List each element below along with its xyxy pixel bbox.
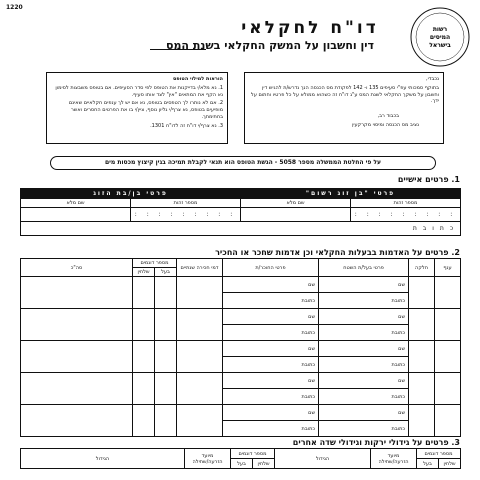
letter-box [244,72,444,144]
col-branch: ענף [435,259,461,277]
parcel-cell[interactable] [409,373,435,405]
owned-cell[interactable] [155,341,177,373]
col-crop: הגידול [275,449,371,469]
name-label: שם מלא [241,199,351,208]
owned-cell[interactable] [155,373,177,405]
col-rent: דמי חכירה שנתיים [177,259,223,277]
lands-table [20,258,461,437]
owner-name-cell[interactable]: שם [319,373,409,389]
paid-cell[interactable] [133,309,155,341]
tenant-address-cell[interactable]: כתובת [223,325,319,341]
owner-address-cell[interactable]: כתובת [319,421,409,437]
personal-details-table [20,188,461,236]
section-2-title [215,249,460,257]
parcel-cell[interactable] [409,341,435,373]
id-label: מספר זהות [351,199,461,208]
letter-signature: נציב מס הכנסה ומיסוי מקרקעין [352,121,419,128]
paid-cell[interactable] [133,341,155,373]
owned-cell[interactable] [155,309,177,341]
col-tenant: פרטי החוכר/ת [223,259,319,277]
owner-address-cell[interactable]: כתובת [319,389,409,405]
tax-authority-logo [408,5,472,69]
total-cell[interactable] [21,405,133,437]
government-decision-banner: על פי החלטת הממשלה מספר 5058 - הגשת הטופס הוא תנאי לקבלת תמיכה בגין קיצוץ מכסות מים [50,156,436,170]
tenant-name-cell[interactable]: שם [223,341,319,357]
col-purpose: מיועד הזרעה/שתילה [185,449,231,469]
tenant-name-cell[interactable]: שם [223,405,319,421]
registered-id-field[interactable]: : : : : : : : : : [351,208,461,222]
section-1-label: פרטים אישיים [397,175,449,184]
section-2-label: פרטים על האדמות בבעלות החקלאי וכן אדמות שחכר או החכיר [215,248,449,257]
branch-cell[interactable] [435,405,461,437]
tax-year-field[interactable] [150,49,206,50]
col-owner: פרטי בעל/ת השטח [319,259,409,277]
section-3-title [293,439,460,447]
owner-address-cell[interactable]: כתובת [319,357,409,373]
col-dunams: מספר דונמים [417,449,461,459]
registered-spouse-header: פרטי "בן זוג רשום" [241,189,461,199]
form-number: 1220 [6,4,23,11]
section-2-number: 2. [451,248,460,257]
section-1-title [398,176,460,184]
parcel-cell[interactable] [409,277,435,309]
name-label: שם מלא [21,199,131,208]
logo-line-3: בישראל [429,42,451,49]
total-cell[interactable] [21,373,133,405]
section-3-label: פרטים על גידולי ירקות וגידולי שדה אחרים [292,438,449,447]
rent-cell[interactable] [177,277,223,309]
col-owned: בעל [155,268,177,277]
rent-cell[interactable] [177,341,223,373]
col-crop: הגידול [21,449,185,469]
parcel-cell[interactable] [409,405,435,437]
tenant-address-cell[interactable]: כתובת [223,293,319,309]
spouse-header: פרטי בן/בת הזוג [21,189,241,199]
col-owned: בעל [231,459,253,469]
logo-emblem-icon [408,5,472,69]
paid-cell[interactable] [133,373,155,405]
col-paid: שלחין [439,459,461,469]
section-1-number: 1. [451,175,460,184]
id-label: מספר זהות [131,199,241,208]
total-cell[interactable] [21,341,133,373]
col-dunams: מספר דונמים [231,449,275,459]
owned-cell[interactable] [155,405,177,437]
tenant-address-cell[interactable]: כתובת [223,389,319,405]
instruction-item: 3. נא צרף/י דו"ח זה לדו"ח 1301. [150,122,223,129]
rent-cell[interactable] [177,373,223,405]
col-parcel: חלקה [409,259,435,277]
tenant-address-cell[interactable]: כתובת [223,421,319,437]
owner-name-cell[interactable]: שם [319,277,409,293]
owner-address-cell[interactable]: כתובת [319,293,409,309]
col-dunams: מספר דונמים [133,259,177,268]
owned-cell[interactable] [155,277,177,309]
instructions-heading: הוראות למילוי הטופס [173,76,223,82]
form-subtitle: דין וחשבון על המשק החקלאי בשנת המס [166,39,374,52]
col-owned: בעל [417,459,439,469]
col-total: סה"כ [21,259,133,277]
paid-cell[interactable] [133,405,155,437]
owner-name-cell[interactable]: שם [319,405,409,421]
col-paid: שלחין [253,459,275,469]
spouse-id-field[interactable]: : : : : : : : : : [131,208,241,222]
owner-address-cell[interactable]: כתובת [319,325,409,341]
instruction-item: 1. נא מלא/י בדייקנות את הטופס לפי סדר הסעיפים. אם בטופס משבצות לסימון נא הקף את המתאים "אין" לצד אותו סעיף. [55,84,223,98]
rent-cell[interactable] [177,309,223,341]
tenant-name-cell[interactable]: שם [223,309,319,325]
branch-cell[interactable] [435,341,461,373]
owner-name-cell[interactable]: שם [319,341,409,357]
instruction-item: 2. אם לא נותרו לך הטפסים בטופס, נא אם יש לך ענפים חקלאיים שאינם מופיעים בטופס, נא צרף/י גליון נוסף, ציין/י בו את הפרטים החסרים ואשר בחתימתך. [68,100,223,120]
logo-line-2: המיסים [429,34,451,41]
branch-cell[interactable] [435,277,461,309]
total-cell[interactable] [21,277,133,309]
total-cell[interactable] [21,309,133,341]
letter-greeting: נכבדי, [426,76,439,82]
rent-cell[interactable] [177,405,223,437]
spouse-name-field[interactable] [21,208,131,222]
vegetable-crops-table [20,448,461,469]
section-3-number: 3. [451,438,460,447]
instructions-box [46,72,228,144]
paid-cell[interactable] [133,277,155,309]
address-field[interactable]: כתובת [21,222,461,236]
branch-cell[interactable] [435,373,461,405]
col-paid: שלחין [133,268,155,277]
owner-name-cell[interactable]: שם [319,309,409,325]
tenant-name-cell[interactable]: שם [223,277,319,293]
registered-name-field[interactable] [241,208,351,222]
parcel-cell[interactable] [409,309,435,341]
tenant-name-cell[interactable]: שם [223,373,319,389]
col-purpose: מיועד הזרעה/שתילה [371,449,417,469]
letter-body: בתוקף סמכותי עפ"י סעיפים 135 ו- 142 לפקודת מס הכנסה הנך נדרש/ת להגיש דין וחשבון על משקך החקלאי לשנת המס ע"ג דו"ח זה כשהוא ממולא על כל פרטיו וחתום על ידך. [250,84,439,105]
logo-line-1: רשות [432,26,448,33]
form-title: דו"ח לחקלאי [241,18,379,38]
tenant-address-cell[interactable]: כתובת [223,357,319,373]
letter-closing: בכבוד רב, [377,113,399,119]
branch-cell[interactable] [435,309,461,341]
